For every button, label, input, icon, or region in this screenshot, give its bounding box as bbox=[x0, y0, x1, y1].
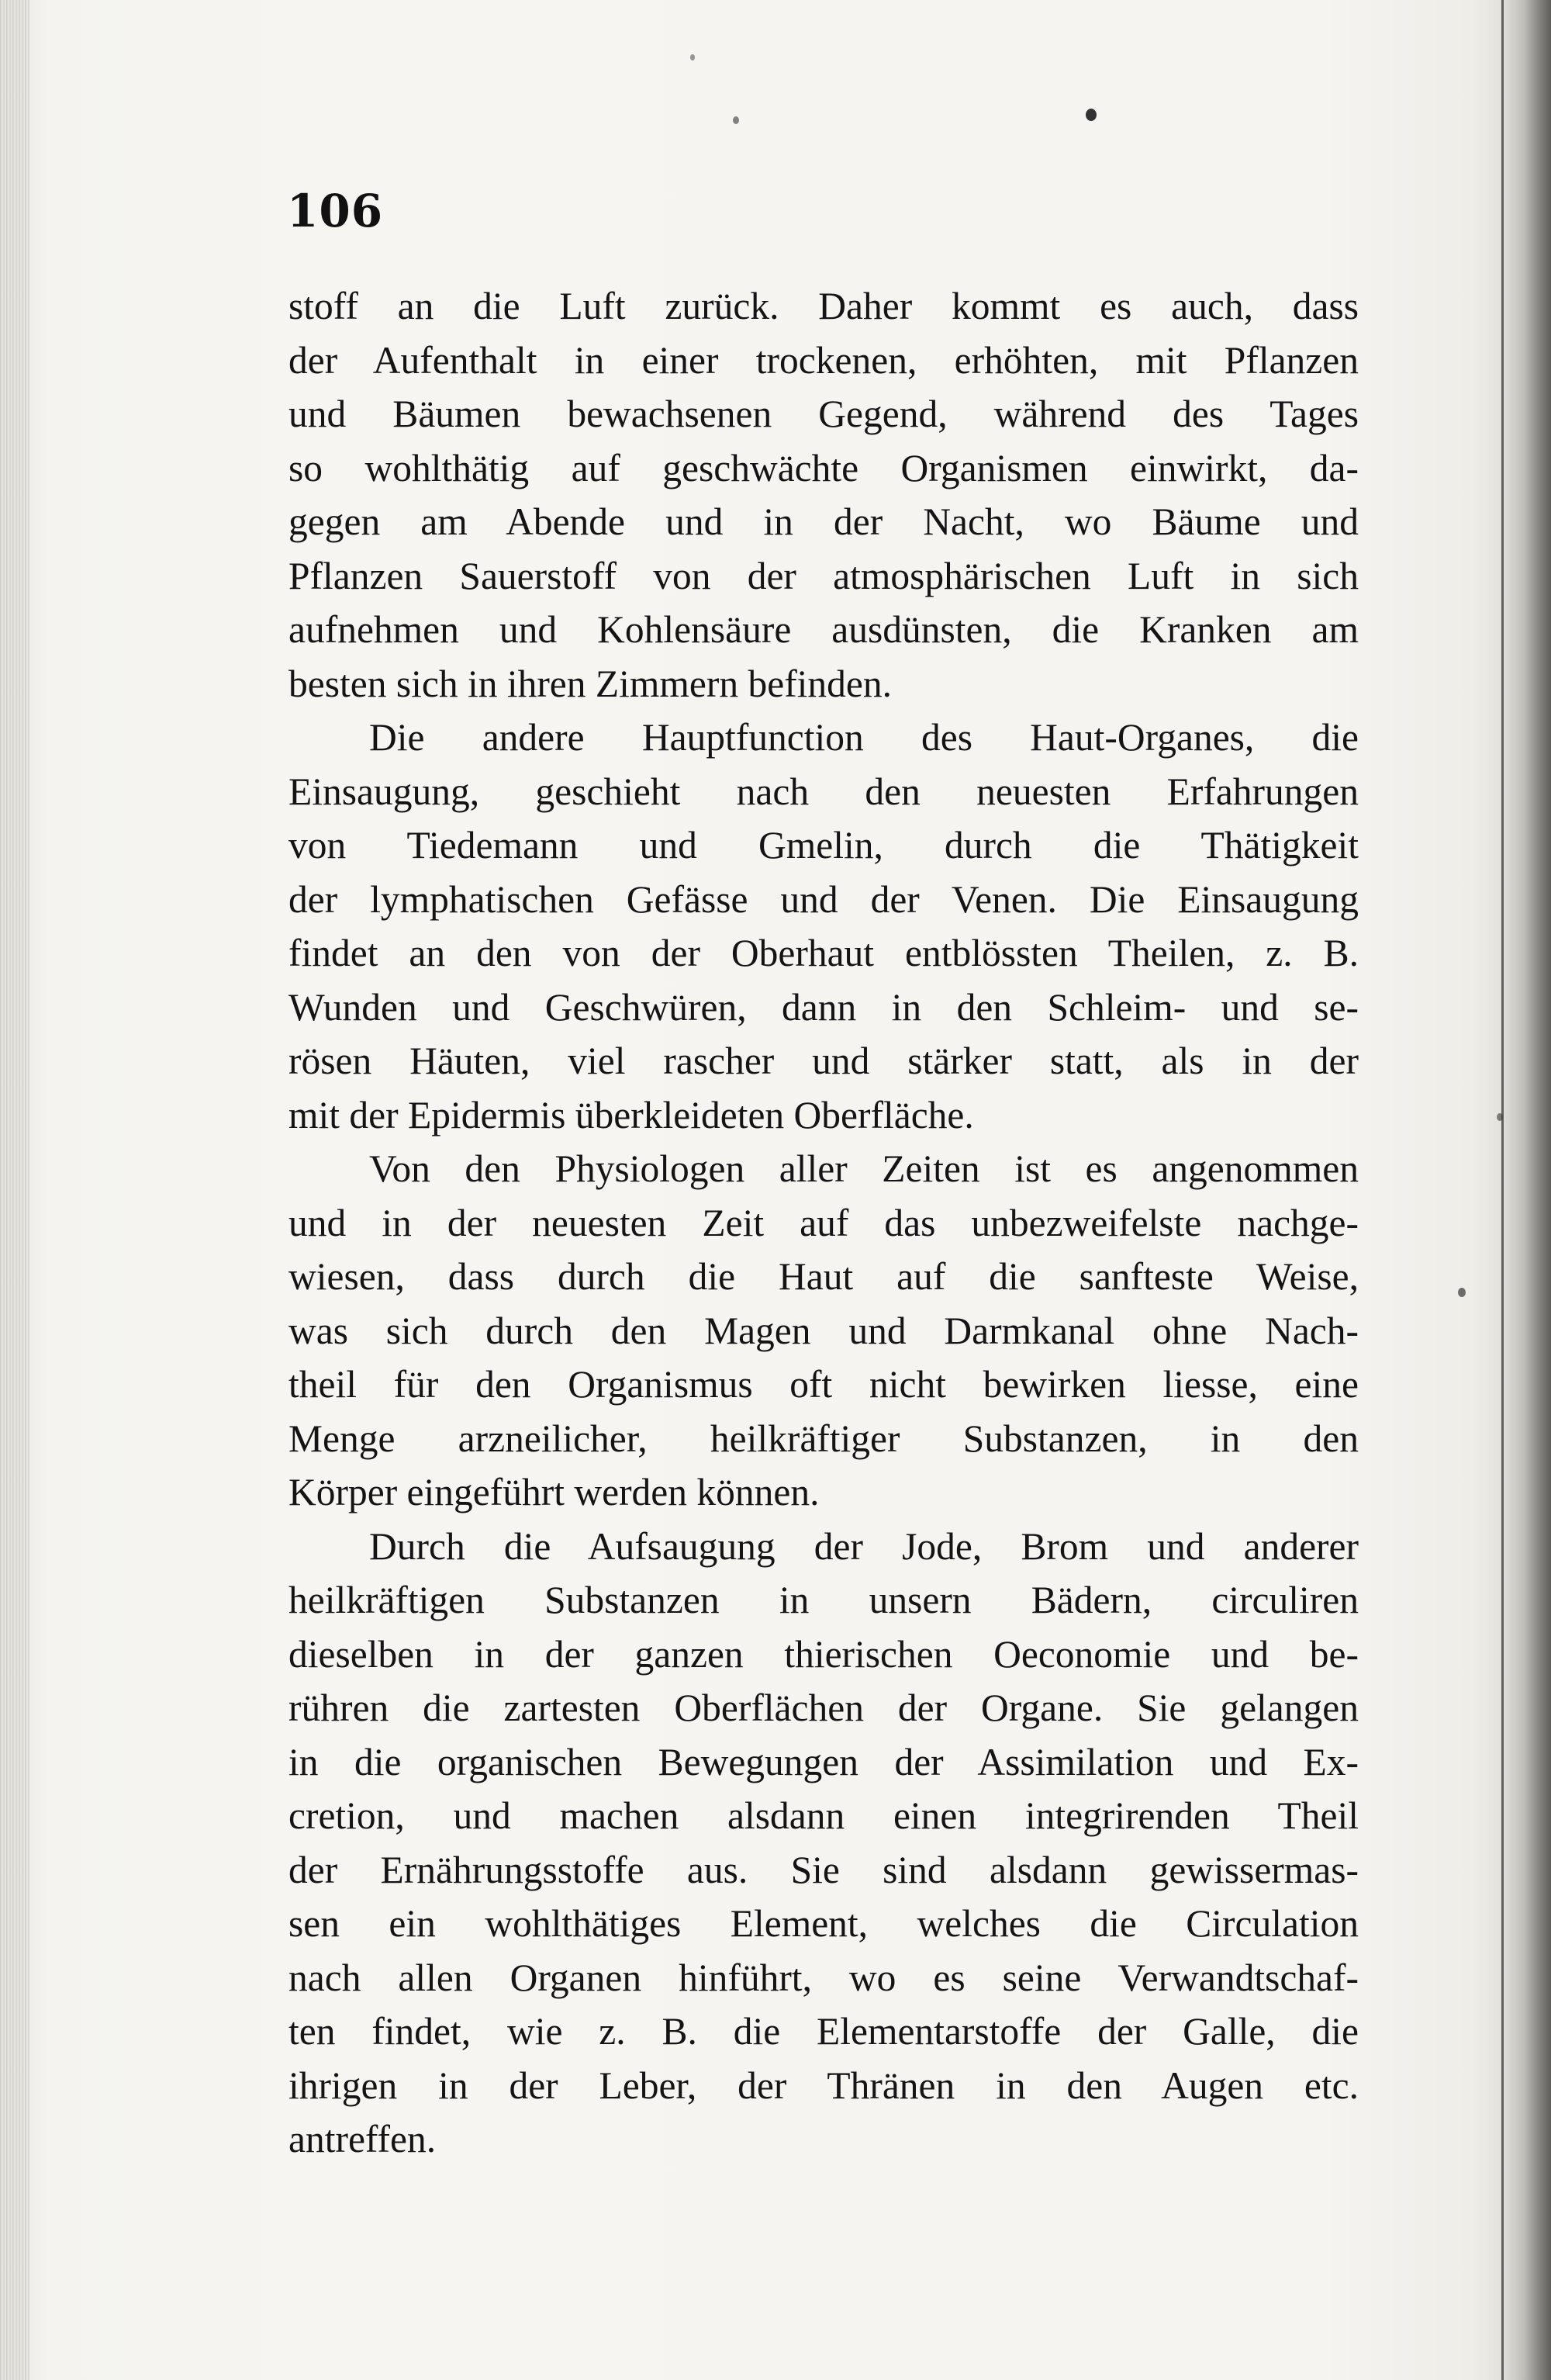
text-line: was sich durch den Magen und Darmkanal ohne Nach- bbox=[288, 1309, 1359, 1352]
text-line: findet an den von der Oberhaut entblössten Theilen, z. B. bbox=[288, 932, 1359, 974]
text-line: der lymphatischen Gefässe und der Venen. Die Einsaugung bbox=[288, 877, 1359, 921]
text-line: und Bäumen bewachsenen Gegend, während des Tages bbox=[288, 393, 1359, 435]
text-line: Wunden und Geschwüren, dann in den Schleim- und se- bbox=[288, 985, 1359, 1029]
page-edge-shadow bbox=[1501, 0, 1551, 2380]
page-edge-line bbox=[1501, 0, 1504, 2380]
text-line: der Ernährungsstoffe aus. Sie sind alsdann gewissermas- bbox=[288, 1848, 1359, 1891]
print-speck bbox=[733, 116, 739, 124]
text-line: dieselben in der ganzen thierischen Oeconomie und be- bbox=[288, 1632, 1359, 1676]
text-line: cretion, und machen alsdann einen integrirenden Theil bbox=[288, 1794, 1359, 1837]
text-line: sen ein wohlthätiges Element, welches die Circulation bbox=[288, 1902, 1359, 1945]
print-speck bbox=[1458, 1288, 1466, 1297]
text-line: der Aufenthalt in einer trockenen, erhöhten, mit Pflanzen bbox=[288, 338, 1359, 382]
text-line: ihrigen in der Leber, der Thränen in den Augen etc. bbox=[288, 2063, 1359, 2107]
text-line: rühren die zartesten Oberflächen der Organe. Sie gelangen bbox=[288, 1686, 1359, 1729]
text-line: mit der Epidermis überkleideten Oberfläche. bbox=[288, 1093, 974, 1136]
text-line: Körper eingeführt werden können. bbox=[288, 1471, 820, 1513]
text-line: und in der neuesten Zeit auf das unbezweifelste nachge- bbox=[288, 1201, 1359, 1244]
text-line: heilkräftigen Substanzen in unsern Bädern, circuliren bbox=[288, 1579, 1359, 1621]
text-line: besten sich in ihren Zimmern befinden. bbox=[288, 662, 893, 705]
text-line: wiesen, dass durch die Haut auf die sanfteste Weise, bbox=[288, 1255, 1359, 1298]
page-number: 106 bbox=[287, 185, 384, 237]
text-line: theil für den Organismus oft nicht bewirken liesse, eine bbox=[288, 1363, 1359, 1406]
text-line: rösen Häuten, viel rascher und stärker statt, als in der bbox=[288, 1040, 1359, 1082]
text-line: von Tiedemann und Gmelin, durch die Thätigkeit bbox=[288, 824, 1359, 867]
text-line: gegen am Abende und in der Nacht, wo Bäume und bbox=[288, 500, 1359, 543]
text-line: Durch die Aufsaugung der Jode, Brom und anderer bbox=[369, 1524, 1359, 1568]
print-speck bbox=[690, 54, 695, 61]
text-line: so wohlthätig auf geschwächte Organismen einwirkt, da- bbox=[288, 446, 1359, 489]
text-line: Von den Physiologen aller Zeiten ist es angenommen bbox=[369, 1147, 1359, 1190]
text-line: antreffen. bbox=[288, 2118, 437, 2160]
body-text bbox=[288, 279, 1359, 2167]
page-gutter bbox=[0, 0, 29, 2380]
text-line: ten findet, wie z. B. die Elementarstoffe der Galle, die bbox=[288, 2010, 1359, 2053]
text-line: Pflanzen Sauerstoff von der atmosphärischen Luft in sich bbox=[288, 554, 1359, 597]
print-speck bbox=[1086, 109, 1097, 121]
text-line: Menge arzneilicher, heilkräftiger Substanzen, in den bbox=[288, 1417, 1359, 1460]
text-line: Die andere Hauptfunction des Haut-Organes, die bbox=[369, 716, 1359, 759]
text-line: stoff an die Luft zurück. Daher kommt es auch, dass bbox=[288, 285, 1359, 327]
text-line: aufnehmen und Kohlensäure ausdünsten, die Kranken am bbox=[288, 608, 1359, 651]
text-line: nach allen Organen hinführt, wo es seine Verwandtschaf- bbox=[288, 1956, 1359, 1999]
text-line: in die organischen Bewegungen der Assimilation und Ex- bbox=[288, 1740, 1359, 1783]
text-line: Einsaugung, geschieht nach den neuesten Erfahrungen bbox=[288, 770, 1359, 813]
print-speck bbox=[1497, 1113, 1503, 1121]
